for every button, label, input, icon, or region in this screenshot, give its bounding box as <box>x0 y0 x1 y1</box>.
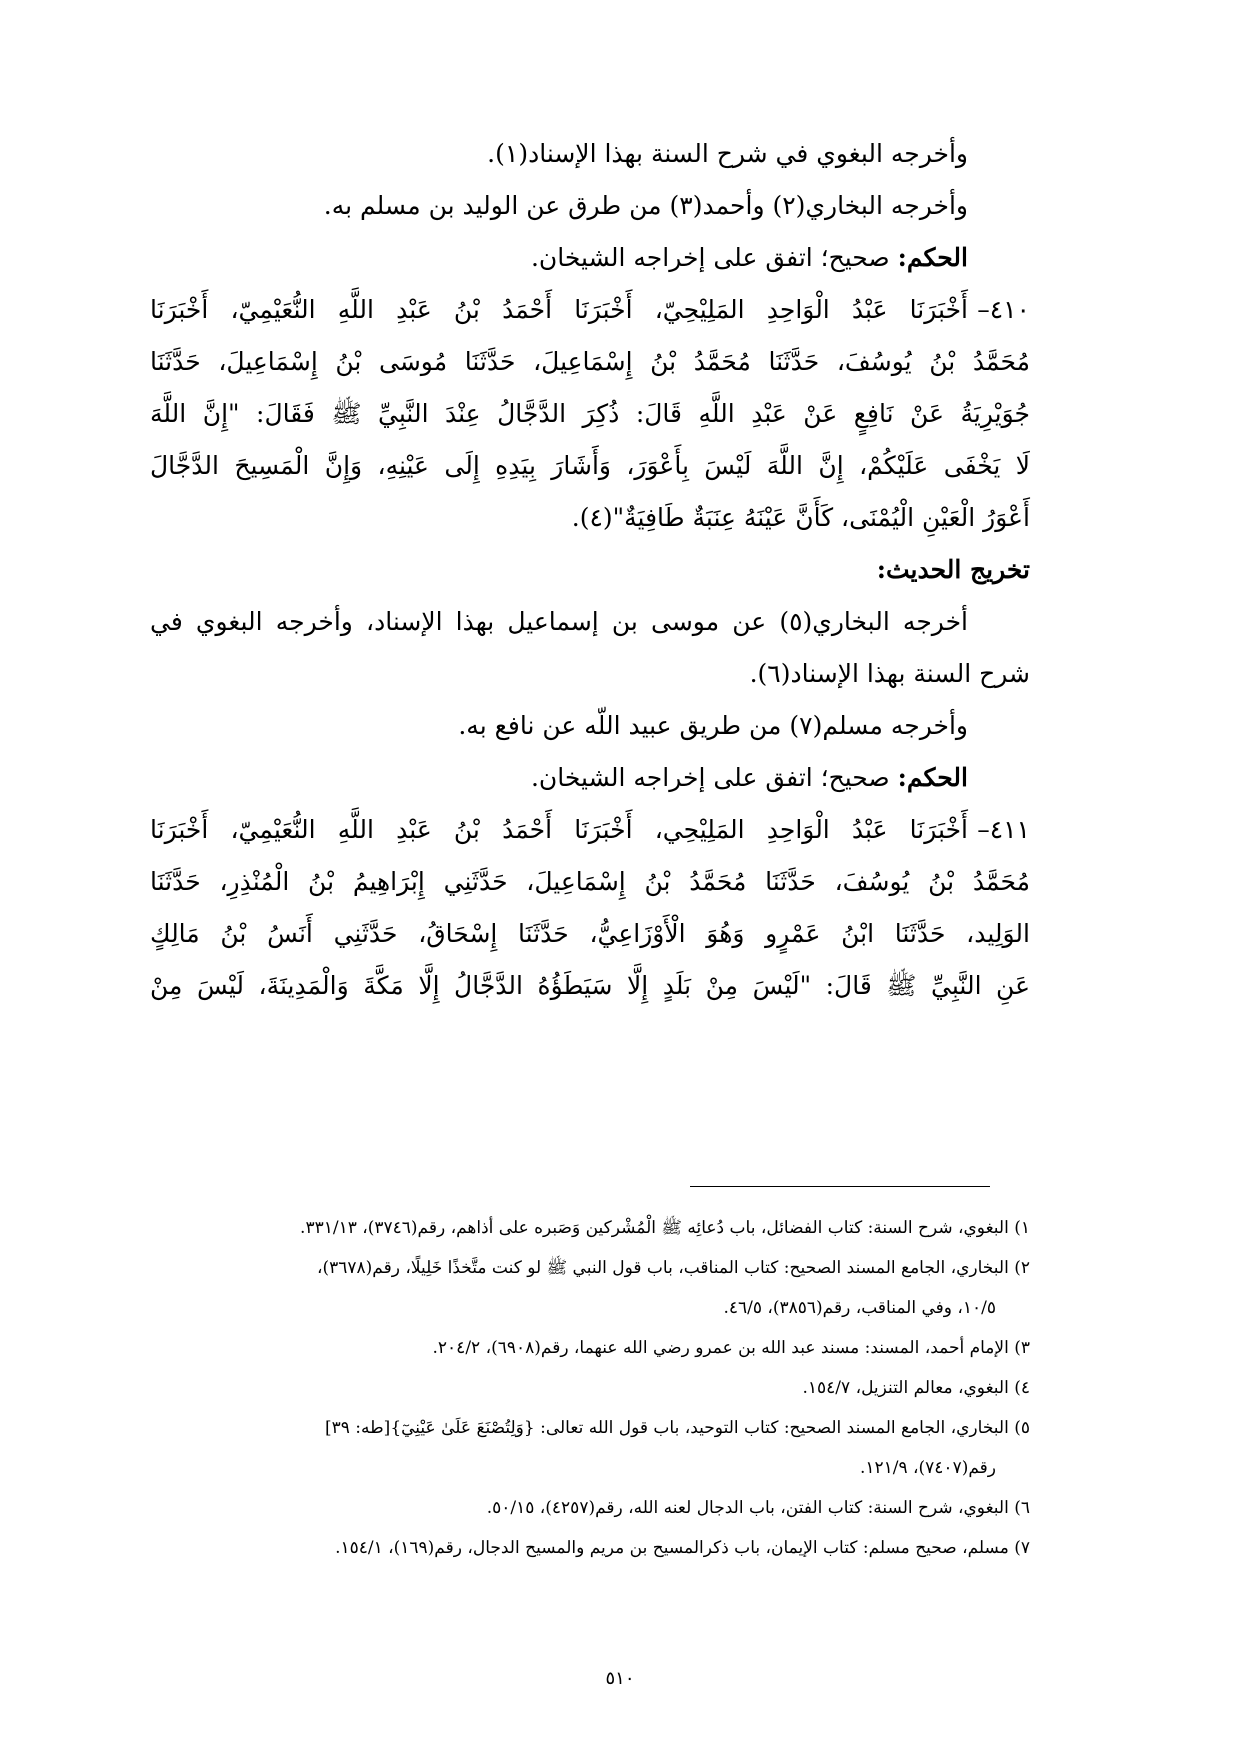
footnote-divider <box>690 1186 990 1187</box>
hadith-line: لَا يَخْفَى عَلَيْكُمْ، إِنَّ اللَّهَ لَيْسَ بِأَعْوَرَ، وَأَشَارَ بِيَدِهِ إِلَى عَيْنِهِ، وَإِنَّ الْمَسِيحَ الدَّجَّالَ <box>150 451 1030 480</box>
hadith-line: عَنِ النَّبِيِّ ﷺ قَالَ: "لَيْسَ مِنْ بَلَدٍ إِلَّا سَيَطَؤُهُ الدَّجَّالُ إِلَّا مَكَّةَ وَالْمَدِينَةَ، لَيْسَ مِنْ <box>150 971 1030 1000</box>
ruling-text: صحيح؛ اتفق على إخراجه الشيخان. <box>530 763 890 792</box>
hadith-line <box>150 284 1030 336</box>
footnotes <box>150 1208 1030 1568</box>
hadith-text: أَخْبَرَنَا عَبْدُ الْوَاحِدِ المَلِيْحِي، أَخْبَرَنَا أَحْمَدُ بْنُ عَبْدِ اللَّهِ النُّعَيْمِيّ، أَخْبَرَنَا <box>150 815 968 844</box>
hadith-text: أَخْبَرَنَا عَبْدُ الْوَاحِدِ المَلِيْحِيّ، أَخْبَرَنَا أَحْمَدُ بْنُ عَبْدِ اللَّهِ النُّعَيْمِيّ، أَخْبَرَنَا <box>150 295 968 324</box>
hadith-line: مُحَمَّدُ بْنُ يُوسُفَ، حَدَّثَنَا مُحَمَّدُ بْنُ إِسْمَاعِيلَ، حَدَّثَنِي إِبْرَاهِيمُ بْنُ الْمُنْذِرِ، حَدَّثَنَا <box>150 867 1030 896</box>
footnote-continuation: ١٠/٥، وفي المناقب، رقم(٣٨٥٦)، ٤٦/٥. <box>723 1298 996 1318</box>
footnote: ٦) البغوي، شرح السنة: كتاب الفتن، باب الدجال لعنه الله، رقم(٤٢٥٧)، ٥٠/١٥. <box>486 1498 1030 1518</box>
footnote: ٧) مسلم، صحيح مسلم: كتاب الإيمان، باب ذكرالمسيح بن مريم والمسيح الدجال، رقم(١٦٩)، ١٥٤/١. <box>335 1538 1030 1558</box>
hadith-line: مُحَمَّدُ بْنُ يُوسُفَ، حَدَّثَنَا مُحَمَّدُ بْنُ إِسْمَاعِيلَ، حَدَّثَنَا مُوسَى بْنُ إِسْمَاعِيلَ، حَدَّثَنَا <box>150 347 1030 376</box>
text-line: أخرجه البخاري(٥) عن موسى بن إسماعيل بهذا الإسناد، وأخرجه البغوي في <box>150 607 968 636</box>
section-heading: تخريج الحديث: <box>876 555 1030 584</box>
footnote: ٣) الإمام أحمد، المسند: مسند عبد الله بن عمرو رضي الله عنهما، رقم(٦٩٠٨)، ٢٠٤/٢. <box>432 1338 1030 1358</box>
text-line: شرح السنة بهذا الإسناد(٦). <box>749 659 1030 688</box>
ruling-line <box>150 232 1030 284</box>
footnote: ٤) البغوي، معالم التنزيل، ١٥٤/٧. <box>802 1378 1030 1398</box>
main-text <box>150 128 1030 1012</box>
footnote-continuation: رقم(٧٤٠٧)، ١٢١/٩. <box>859 1458 996 1478</box>
footnote: ٢) البخاري، الجامع المسند الصحيح: كتاب المناقب، باب قول النبي ﷺ لو كنت متَّخذًا خَلِيلًا، رقم(٣٦٧٨)، <box>317 1258 1030 1278</box>
hadith-line: جُوَيْرِيَةُ عَنْ نَافِعٍ عَنْ عَبْدِ اللَّهِ قَالَ: ذُكِرَ الدَّجَّالُ عِنْدَ النَّبِيِّ ﷺ فَقَالَ: "إِنَّ اللَّهَ <box>150 399 1030 428</box>
ruling-line <box>150 752 1030 804</box>
ruling-label: الحكم: <box>897 243 968 272</box>
footnote: ٥) البخاري، الجامع المسند الصحيح: كتاب التوحيد، باب قول الله تعالى: {وَلِتُصْنَعَ عَلَىٰ عَيْنِيٓ}[طه: ٣٩] <box>325 1418 1030 1438</box>
ruling-label: الحكم: <box>897 763 968 792</box>
hadith-number: ٤١٠– <box>977 295 1030 324</box>
page-number: ٥١٠ <box>605 1668 635 1689</box>
ruling-text: صحيح؛ اتفق على إخراجه الشيخان. <box>530 243 890 272</box>
text-line: وأخرجه البخاري(٢) وأحمد(٣) من طرق عن الوليد بن مسلم به. <box>323 191 968 220</box>
hadith-number: ٤١١– <box>977 815 1030 844</box>
text-line: وأخرجه البغوي في شرح السنة بهذا الإسناد(١). <box>487 139 968 168</box>
footnote: ١) البغوي، شرح السنة: كتاب الفضائل، باب دُعائِه ﷺ الْمُشْركين وَصَبره على أذاهم، رقم(٣٧٤٦)، ٣٣١/١٣. <box>300 1218 1030 1238</box>
hadith-line: الوَلِيد، حَدَّثَنَا ابْنُ عَمْرٍو وَهُوَ الْأَوْزَاعِيُّ، حَدَّثَنَا إِسْحَاقُ، حَدَّثَنِي أَنَسُ بْنُ مَالِكٍ <box>150 919 1030 948</box>
hadith-line <box>150 804 1030 856</box>
text-line: وأخرجه مسلم(٧) من طريق عبيد اللّه عن نافع به. <box>458 711 968 740</box>
hadith-line: أَعْوَرُ الْعَيْنِ الْيُمْنَى، كَأَنَّ عَيْنَهُ عِنَبَةٌ طَافِيَةٌ"(٤). <box>571 503 1030 532</box>
